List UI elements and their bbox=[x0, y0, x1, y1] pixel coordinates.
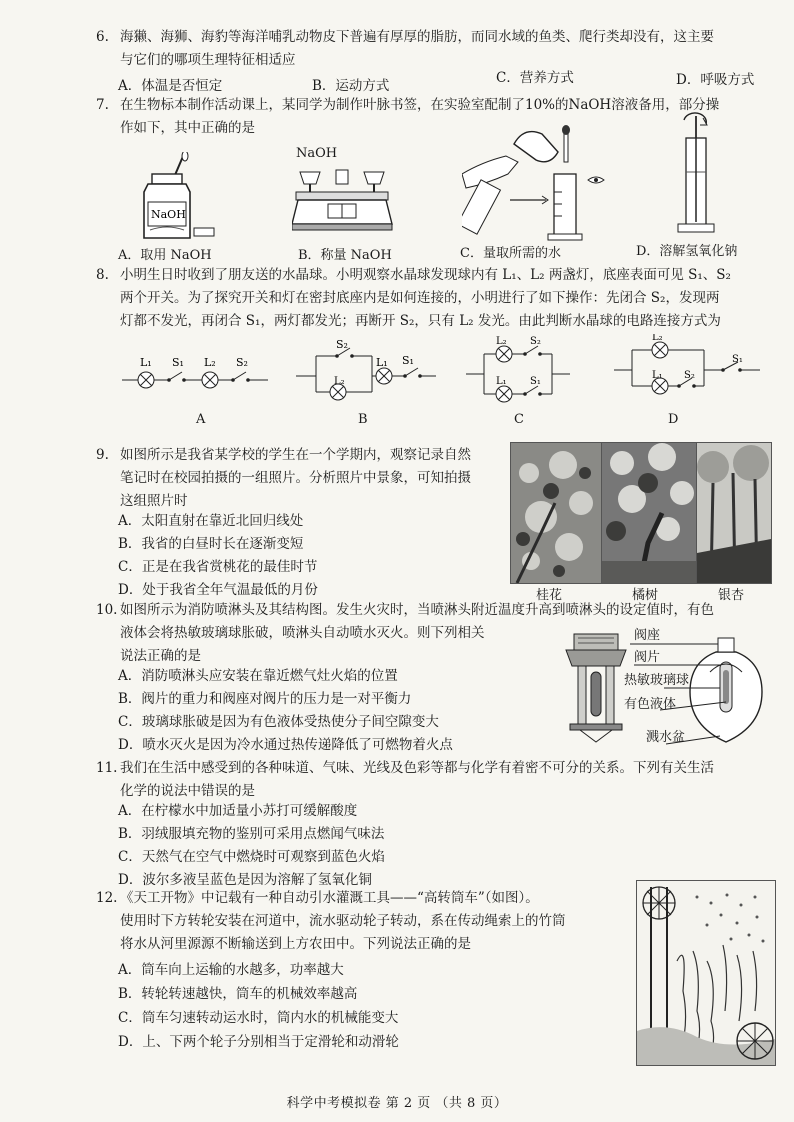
label-s1: S₁ bbox=[530, 376, 541, 387]
question-number: 7. bbox=[96, 97, 109, 113]
question-stem: 在生物标本制作活动课上，某同学为制作叶脉书签，在实验室配制了10%的NaOH溶液备用，部分操 bbox=[120, 97, 720, 113]
orange-tree-caption: 橘树 bbox=[632, 588, 659, 603]
circuit-a bbox=[122, 356, 272, 392]
circuit-c bbox=[466, 336, 570, 412]
label-l2: L₂ bbox=[496, 336, 507, 347]
question-8 bbox=[96, 264, 766, 333]
circuit-d bbox=[614, 334, 764, 398]
question-7 bbox=[96, 94, 766, 140]
circuit-c-label: C bbox=[514, 412, 524, 427]
question-number: 8. bbox=[96, 267, 109, 283]
label-l1: L₁ bbox=[140, 356, 152, 369]
osmanthus-caption: 桂花 bbox=[536, 588, 563, 603]
question-stem-cont: 将水从河里源源不断输送到上方农田中。下列说法正确的是 bbox=[120, 936, 471, 952]
question-stem: 海獭、海狮、海豹等海洋哺乳动物皮下普遍有厚厚的脂肪，而同水域的鱼类、爬行类却没有，这主要 bbox=[120, 29, 714, 45]
option-a: A．体温是否恒定 bbox=[118, 78, 223, 94]
question-stem: 如图所示是我省某学校的学生在一个学期内，观察记录自然 bbox=[120, 447, 471, 463]
label-s2: S₂ bbox=[336, 340, 348, 351]
question-9 bbox=[96, 444, 506, 513]
label-l1: L₁ bbox=[496, 376, 507, 387]
question-stem-cont: 与它们的哪项生理特征相适应 bbox=[120, 52, 296, 68]
label-colored-liquid: 有色液体 bbox=[624, 697, 677, 712]
option-c: C．筒车匀速转动运水时，筒内水的机械能变大 bbox=[118, 1010, 399, 1026]
naoh-label: NaOH bbox=[296, 146, 338, 161]
label-l2: L₂ bbox=[652, 334, 663, 343]
option-c: C．营养方式 bbox=[496, 70, 574, 86]
option-b: B．羽绒服填充物的鉴别可采用点燃闻气味法 bbox=[118, 826, 385, 842]
question-number: 10. bbox=[96, 602, 118, 618]
bottle-label: NaOH bbox=[151, 208, 186, 221]
question-stem-cont: 笔记时在校园拍摄的一组照片。分析照片中景象，可知拍摄 bbox=[120, 470, 471, 486]
measuring-water-figure bbox=[462, 122, 612, 246]
option-c: C．玻璃球胀破是因为有色液体受热使分子间空隙变大 bbox=[118, 714, 439, 730]
question-stem-cont: 作如下，其中正确的是 bbox=[120, 120, 255, 136]
question-stem-cont: 说法正确的是 bbox=[120, 648, 201, 664]
question-stem-cont: 灯都不发光，再闭合 S₁，两灯都发光；再断开 S₂，只有 L₂ 发光。由此判断水晶球的电路连接方式为 bbox=[120, 313, 721, 329]
question-12 bbox=[96, 887, 636, 956]
ginkgo-caption: 银杏 bbox=[718, 588, 745, 603]
option-b: B．我省的白昼时长在逐渐变短 bbox=[118, 536, 304, 552]
circuit-b bbox=[296, 340, 436, 406]
figure-d-caption: D．溶解氢氧化钠 bbox=[636, 244, 738, 259]
label-splash-tray: 溅水盆 bbox=[646, 730, 686, 745]
question-number: 11. bbox=[96, 760, 118, 776]
label-l2: L₂ bbox=[204, 356, 216, 369]
question-stem: 小明生日时收到了朋友送的水晶球。小明观察水晶球发现球内有 L₁、L₂ 两盏灯，底座表面可见 S₁、S₂ bbox=[120, 267, 731, 283]
label-glass-bulb: 热敏玻璃球 bbox=[624, 673, 690, 688]
option-a: A．在柠檬水中加适量小苏打可缓解酸度 bbox=[118, 803, 358, 819]
question-number: 9. bbox=[96, 447, 109, 463]
question-stem-cont: 两个开关。为了探究开关和灯在密封底座内是如何连接的，小明进行了如下操作：先闭合 S₂，发现两 bbox=[120, 290, 720, 306]
option-d: D．处于我省全年气温最低的月份 bbox=[118, 582, 318, 598]
option-a: A．消防喷淋头应安装在靠近燃气灶火焰的位置 bbox=[118, 668, 398, 684]
question-stem-cont: 化学的说法中错误的是 bbox=[120, 783, 255, 799]
option-c: C．正是在我省赏桃花的最佳时节 bbox=[118, 559, 318, 575]
orange-tree-photo bbox=[601, 442, 697, 584]
question-stem: 我们在生活中感受到的各种味道、气味、光线及色彩等都与化学有着密不可分的关系。下列有关生活 bbox=[120, 760, 714, 776]
circuit-a-label: A bbox=[196, 412, 206, 427]
label-s1: S₁ bbox=[732, 354, 743, 365]
option-b: B．转轮转速越快，筒车的机械效率越高 bbox=[118, 986, 358, 1002]
option-c: C．天然气在空气中燃烧时可观察到蓝色火焰 bbox=[118, 849, 385, 865]
option-b: B．运动方式 bbox=[312, 78, 390, 94]
label-s1: S₁ bbox=[172, 356, 184, 369]
option-d: D．波尔多液呈蓝色是因为溶解了氢氧化铜 bbox=[118, 872, 372, 888]
option-d: D．喷水灭火是因为冷水通过热传递降低了可燃物着火点 bbox=[118, 737, 453, 753]
option-d: D．呼吸方式 bbox=[676, 72, 755, 88]
circuit-b-label: B bbox=[358, 412, 368, 427]
label-s2: S₂ bbox=[530, 336, 541, 347]
label-l1: L₁ bbox=[376, 356, 388, 369]
label-valve-seat: 阀座 bbox=[634, 628, 661, 643]
question-number: 6. bbox=[96, 29, 109, 45]
label-s2: S₂ bbox=[236, 356, 248, 369]
option-b: B．阀片的重力和阀座对阀片的压力是一对平衡力 bbox=[118, 691, 412, 707]
page-footer: 科学中考模拟卷 第 2 页 （共 8 页） bbox=[286, 1096, 508, 1111]
label-valve-plate: 阀片 bbox=[634, 650, 661, 665]
question-number: 12. bbox=[96, 890, 118, 906]
question-stem-cont: 使用时下方转轮安装在河道中，流水驱动轮子转动，系在传动绳索上的竹筒 bbox=[120, 913, 566, 929]
osmanthus-photo bbox=[510, 442, 602, 584]
question-stem: 《天工开物》中记载有一种自动引水灌溉工具——“高转筒车”（如图）。 bbox=[120, 890, 539, 906]
label-s1: S₁ bbox=[402, 354, 414, 367]
label-l2: L₂ bbox=[334, 376, 345, 387]
figure-b-caption: B．称量 NaOH bbox=[298, 248, 392, 263]
figure-c-caption: C．量取所需的水 bbox=[460, 246, 561, 261]
balance-figure bbox=[292, 164, 396, 244]
figure-a-caption: A．取用 NaOH bbox=[118, 248, 212, 263]
option-d: D．上、下两个轮子分别相当于定滑轮和动滑轮 bbox=[118, 1034, 399, 1050]
circuit-d-label: D bbox=[668, 412, 679, 427]
option-a: A．太阳直射在靠近北回归线处 bbox=[118, 513, 304, 529]
question-6 bbox=[96, 26, 766, 72]
question-stem-cont: 这组照片时 bbox=[120, 493, 188, 509]
label-s2: S₂ bbox=[684, 370, 695, 381]
dissolving-figure bbox=[676, 112, 716, 240]
label-l1: L₁ bbox=[652, 370, 663, 381]
naoh-bottle-figure bbox=[140, 152, 220, 244]
question-stem: 如图所示为消防喷淋头及其结构图。发生火灾时，当喷淋头附近温度升高到喷淋头的设定值时，有色 bbox=[120, 602, 714, 618]
question-11 bbox=[96, 757, 766, 803]
question-stem-cont: 液体会将热敏玻璃球胀破，喷淋头自动喷水灭火。则下列相关 bbox=[120, 625, 485, 641]
option-a: A．筒车向上运输的水越多，功率越大 bbox=[118, 962, 344, 978]
waterwheel-illustration bbox=[636, 880, 776, 1066]
ginkgo-photo bbox=[696, 442, 772, 584]
